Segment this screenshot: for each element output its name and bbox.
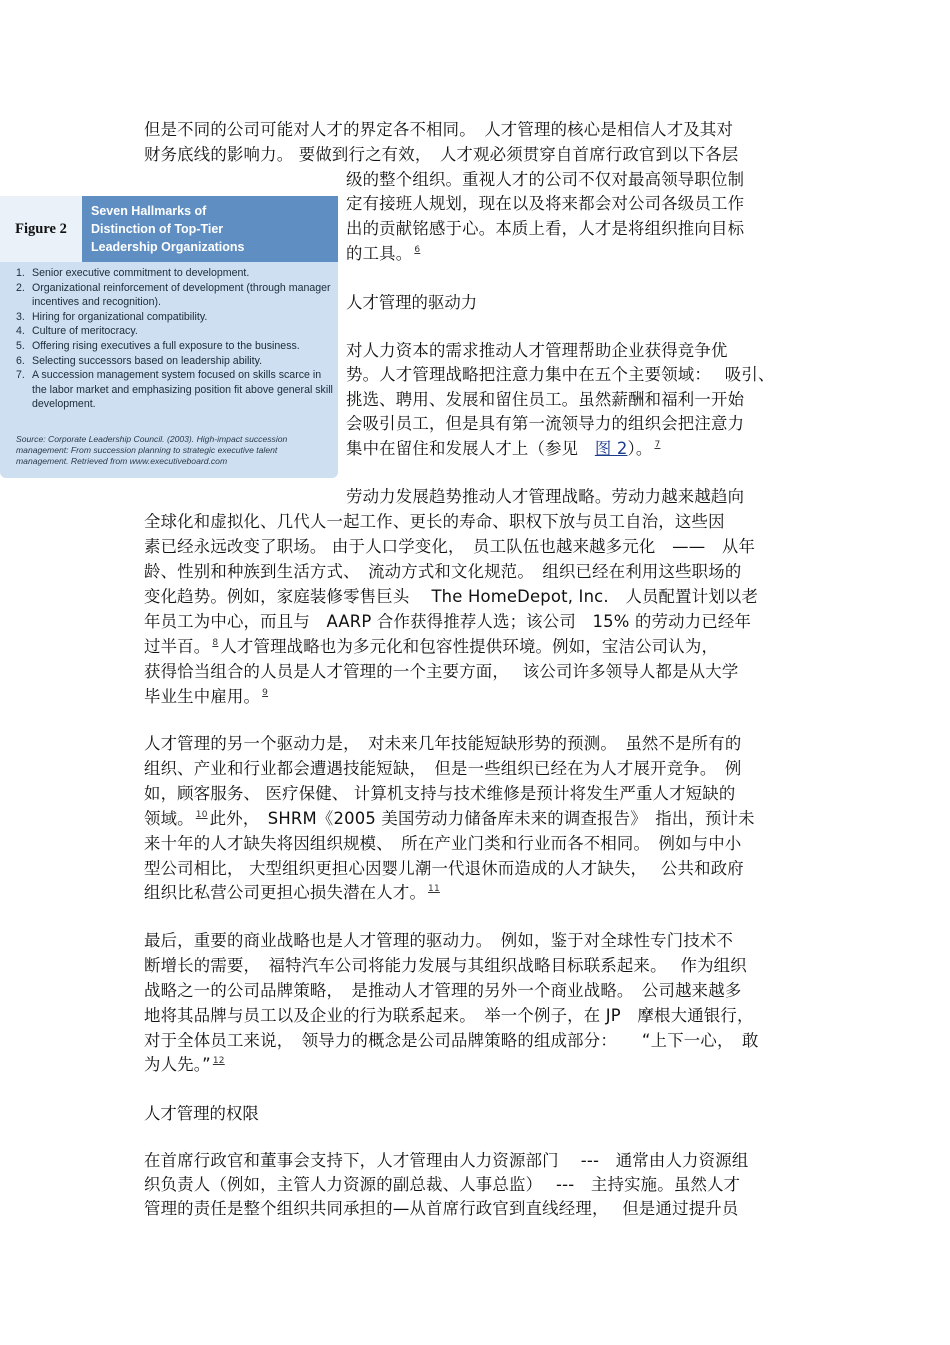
figure-2 <box>0 196 338 478</box>
footnote-ref[interactable]: 12 <box>212 1056 225 1066</box>
footnote-ref[interactable]: 9 <box>262 688 269 698</box>
text-line: 变化趋势。例如，家庭装修零售巨头 The HomeDepot, Inc. 人员配置计划以老 <box>144 587 759 606</box>
text-line: 为人先。” $^{12}$ <box>144 1055 225 1074</box>
text-line: 财务底线的影响力。 要做到行之有效， 人才观必须贯穿自首席行政官到以下各层 <box>144 145 739 164</box>
text-line: 地将其品牌与员工以及企业的行为联系起来。 举一个例子，在 JP 摩根大通银行， <box>144 1006 754 1025</box>
text-line: 势。人才管理战略把注意力集中在五个主要领域： 吸引、 <box>346 365 775 384</box>
text-line: 组织比私营公司更担心损失潜在人才。 $^{11}$ <box>144 883 440 902</box>
text-line: 毕业生中雇用。 $^9$ <box>144 687 269 706</box>
list-item: 4. Culture of meritocracy. <box>16 325 138 338</box>
text-line: 龄、性别和种族到生活方式、 流动方式和文化规范。 组织已经在利用这些职场的 <box>144 562 742 581</box>
text-line: 来十年的人才缺失将因组织规模、 所在产业门类和行业而各不相同。 例如与中小 <box>144 834 742 853</box>
text-line: 战略之一的公司品牌策略， 是推动人才管理的另外一个商业战略。 公司越来越多 <box>144 981 742 1000</box>
list-item: 3. Hiring for organizational compatibility. <box>16 310 208 323</box>
figure-title: Seven Hallmarks of Distinction of Top-Tier Leadership Organizations <box>82 196 338 262</box>
text-line: 领域。 $^{10}$ 此外， SHRM《2005 美国劳动力储备库未来的调查报告》 指出，预计未 <box>144 809 755 828</box>
text-line: 定有接班人规划，现在以及将来都会对公司各级员工作 <box>346 194 745 213</box>
text-line: 会吸引员工，但是具有第一流领导力的组织会把注意力 <box>346 414 745 433</box>
figure-label: Figure 2 <box>0 196 82 262</box>
text-line: 获得恰当组合的人员是人才管理的一个主要方面， 该公司许多领导人都是从大学 <box>144 662 739 681</box>
text-line: 最后，重要的商业战略也是人才管理的驱动力。 例如，鉴于对全球性专门技术不 <box>144 931 734 950</box>
text-line: 集中在留住和发展人才上（参见 图 2）。 $^7$ <box>346 439 661 458</box>
section-heading-drivers: 人才管理的驱动力 <box>346 293 478 312</box>
text-line: 织负责人（例如，主管人力资源的副总裁、人事总监） --- 主持实施。虽然人才 <box>144 1175 741 1194</box>
footnote-ref[interactable]: 8 <box>212 638 219 648</box>
text-line: 劳动力发展趋势推动人才管理战略。劳动力越来越趋向 <box>346 487 745 506</box>
list-item: 2. Organizational reinforcement of development (through manager incentives and recognition). <box>16 281 331 309</box>
text-line: 挑选、聘用、发展和留住员工。虽然薪酬和福利一开始 <box>346 390 745 409</box>
list-item: 5. Offering rising executives a full exposure to the business. <box>16 339 300 352</box>
footnote-ref[interactable]: 11 <box>428 884 440 894</box>
footnote-ref[interactable]: 6 <box>414 245 421 255</box>
text-line: 管理的责任是整个组织共同承担的—从首席行政官到直线经理， 但是通过提升员 <box>144 1199 739 1218</box>
footnote-ref[interactable]: 10 <box>195 810 208 820</box>
text-line: 对人力资本的需求推动人才管理帮助企业获得竞争优 <box>346 341 728 360</box>
figure-source: Source: Corporate Leadership Council. (2003). High-impact succession management: From succession planning to strategic executive talent management. Retrieved from www.executiveboard.com <box>16 434 288 466</box>
text-line: 过半百。 $^8$ 人才管理战略也为多元化和包容性提供环境。例如，宝洁公司认为， <box>144 637 719 656</box>
figure-header <box>0 196 338 262</box>
text-line: 的工具。 $^6$ <box>346 244 421 263</box>
list-item: 1. Senior executive commitment to development. <box>16 267 250 279</box>
footnote-ref[interactable]: 7 <box>654 440 661 450</box>
figure-hallmarks-list <box>16 266 334 412</box>
text-line: 但是不同的公司可能对人才的界定各不相同。 人才管理的核心是相信人才及其对 <box>144 120 734 139</box>
section-heading-authority: 人才管理的权限 <box>144 1104 259 1123</box>
text-line: 出的贡献铭感于心。本质上看，人才是将组织推向目标 <box>346 219 745 238</box>
text-line: 级的整个组织。重视人才的公司不仅对最高领导职位制 <box>346 170 745 189</box>
text-line: 素已经永远改变了职场。 由于人口学变化， 员工队伍也越来越多元化 —— 从年 <box>144 537 756 556</box>
text-line: 型公司相比， 大型组织更担心因婴儿潮一代退休而造成的人才缺失， 公共和政府 <box>144 859 744 878</box>
text-line: 组织、产业和行业都会遭遇技能短缺， 但是一些组织已经在为人才展开竞争。 例 <box>144 759 742 778</box>
list-item: 7. A succession management system focused on skills scarce in the labor market and emphasizing position fit above general skill development. <box>16 369 333 411</box>
text-line: 在首席行政官和董事会支持下，人才管理由人力资源部门 --- 通常由人力资源组 <box>144 1151 749 1170</box>
text-line: 如，顾客服务、 医疗保健、 计算机支持与技术维修是预计将发生严重人才短缺的 <box>144 784 736 803</box>
text-line: 对于全体员工来说， 领导力的概念是公司品牌策略的组成部分： “上下一心， 敢 <box>144 1031 759 1050</box>
text-line: 断增长的需要， 福特汽车公司将能力发展与其组织战略目标联系起来。 作为组织 <box>144 956 747 975</box>
list-item: 6. Selecting successors based on leadership ability. <box>16 354 263 367</box>
figure-2-link[interactable]: 图 2 <box>594 439 628 458</box>
text-line: 全球化和虚拟化、几代人一起工作、更长的寿命、职权下放与员工自治，这些因 <box>144 512 725 531</box>
text-line: 人才管理的另一个驱动力是， 对未来几年技能短缺形势的预测。 虽然不是所有的 <box>144 734 742 753</box>
text-line: 年员工为中心，而且与 AARP 合作获得推荐人选；该公司 15% 的劳动力已经年 <box>144 612 752 631</box>
